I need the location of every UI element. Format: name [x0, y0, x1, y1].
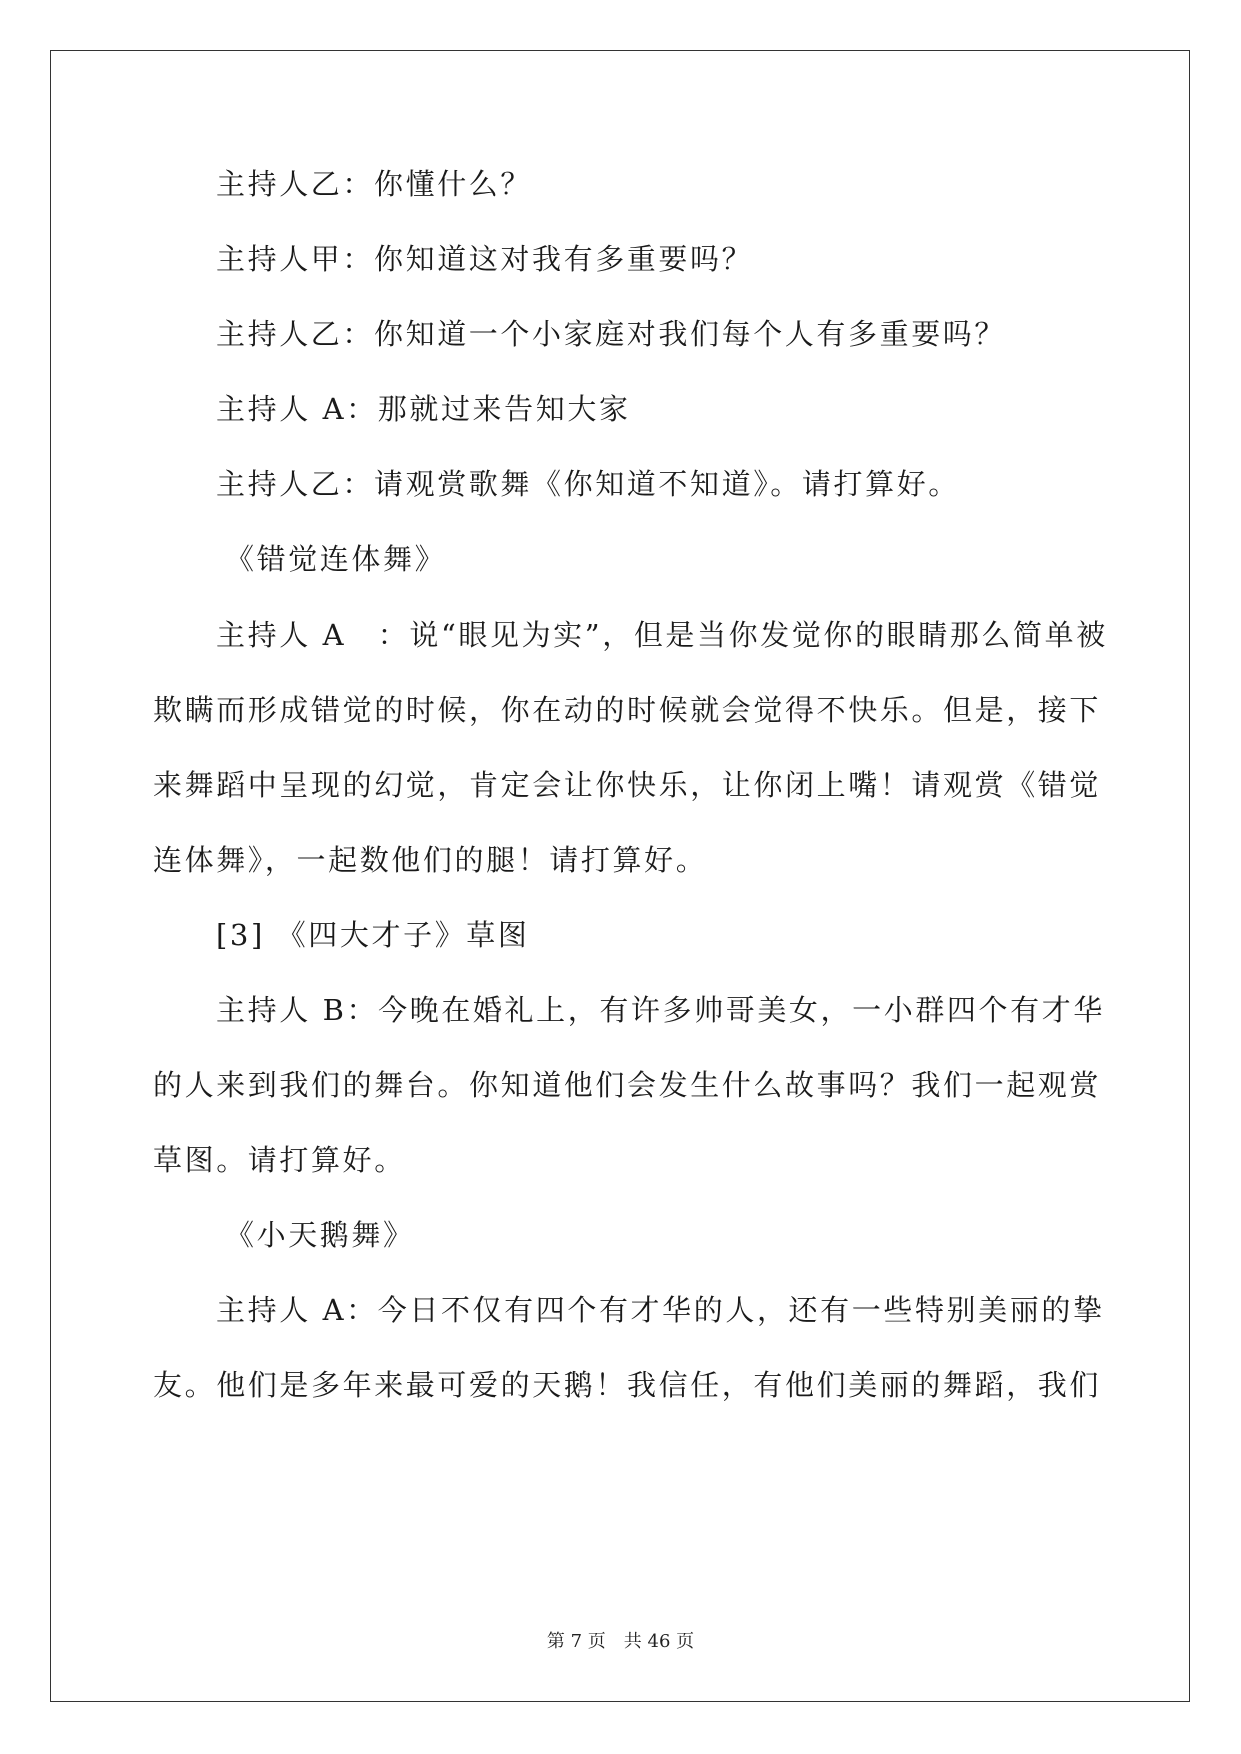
paragraph-line: 主持人 A：那就过来告知大家 [216, 392, 631, 426]
page-footer [0, 1630, 1241, 1654]
paragraph-line: 主持人 A ：说“眼见为实”，但是当你发觉你的眼睛那么简单被 [216, 618, 1108, 652]
paragraph-line: 的人来到我们的舞台。你知道他们会发生什么故事吗？我们一起观赏 [153, 1068, 1102, 1102]
paragraph-line: 连体舞》，一起数他们的腿！请打算好。 [153, 843, 708, 877]
paragraph-line: 草图。请打算好。 [153, 1143, 406, 1177]
paragraph-line: 主持人乙：你知道一个小家庭对我们每个人有多重要吗？ [216, 317, 1007, 351]
paragraph-line: 来舞蹈中呈现的幻觉，肯定会让你快乐，让你闭上嘴！请观赏《错觉 [153, 768, 1102, 802]
paragraph-line: 欺瞒而形成错觉的时候，你在动的时候就会觉得不快乐。但是，接下 [153, 693, 1102, 727]
paragraph-line: 主持人 A：今日不仅有四个有才华的人，还有一些特别美丽的挚 [216, 1293, 1105, 1327]
paragraph-line: 主持人 B：今晚在婚礼上，有许多帅哥美女，一小群四个有才华 [216, 993, 1105, 1027]
page-total: 共 46 页 [623, 1631, 695, 1652]
paragraph-line: 主持人乙：请观赏歌舞《你知道不知道》。请打算好。 [216, 467, 960, 501]
section-title: 《错觉连体舞》 [225, 542, 447, 576]
page-number: 第 7 页 [546, 1631, 606, 1652]
paragraph-line: 友。他们是多年来最可爱的天鹅！我信任，有他们美丽的舞蹈，我们 [153, 1368, 1102, 1402]
section-title: [3] 《四大才子》草图 [216, 918, 530, 952]
paragraph-line: 主持人甲：你知道这对我有多重要吗？ [216, 242, 754, 276]
paragraph-line: 主持人乙：你懂什么？ [216, 167, 533, 201]
section-title: 《小天鹅舞》 [225, 1218, 415, 1252]
